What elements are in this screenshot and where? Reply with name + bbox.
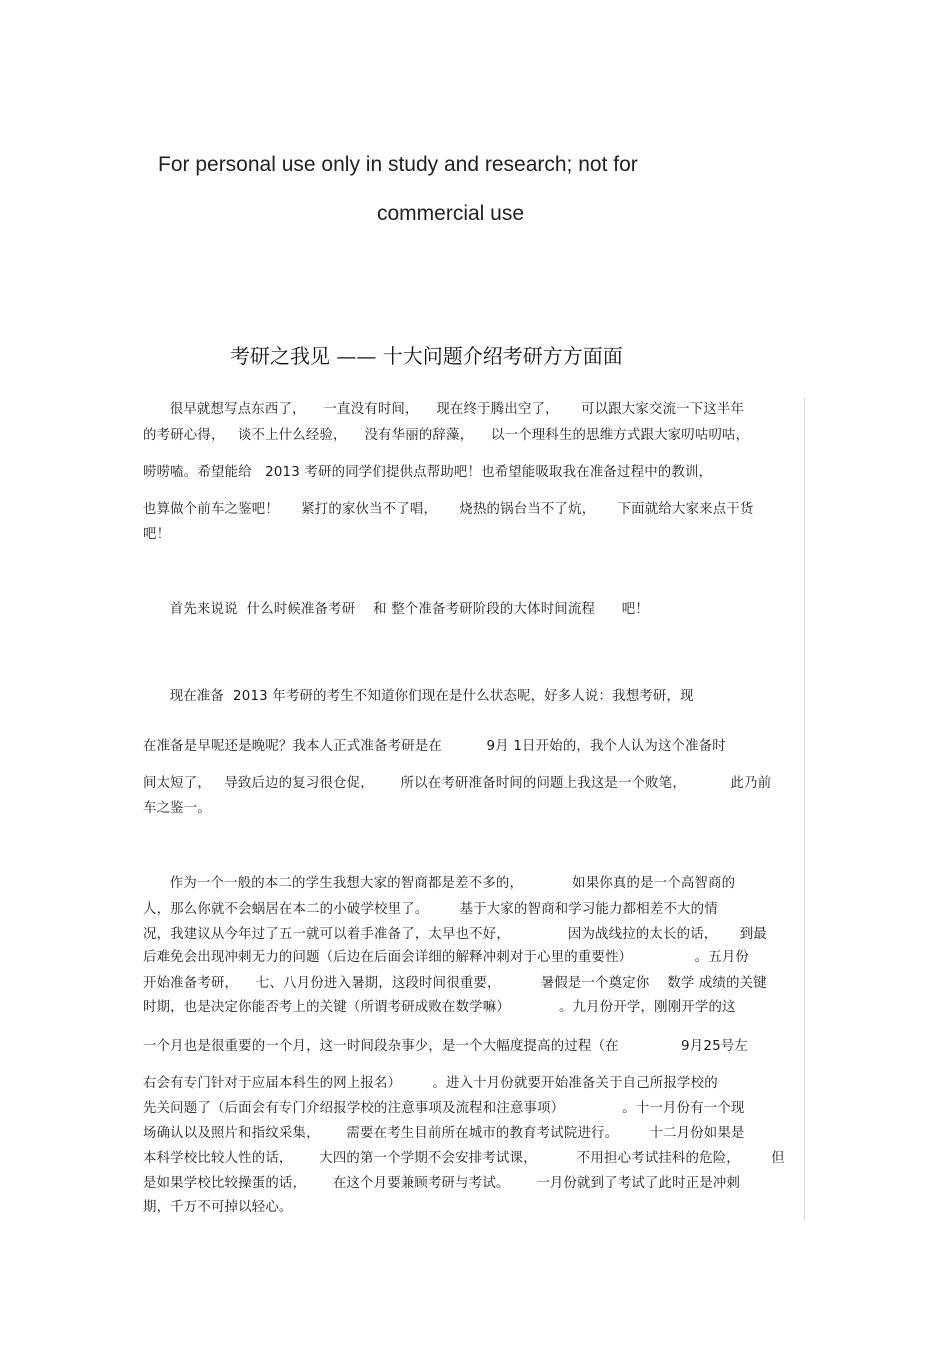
- text-line: 是如果学校比较操蛋的话， 在这个月要兼顾考研与考试。 一月份就到了考试了此时正是冲刺: [143, 1176, 741, 1191]
- text-line: 作为一个一般的本二的学生我想大家的智商都是差不多的， 如果你真的是一个高智商的: [143, 876, 736, 891]
- text-line: 期，千万不可掉以轻心。: [143, 1200, 293, 1215]
- header-line-1: For personal use only in study and research; not for: [158, 153, 638, 176]
- text-line: 的考研心得， 谈不上什么经验， 没有华丽的辞藻， 以一个理科生的思维方式跟大家叨咕叨咕，: [143, 428, 750, 443]
- text-line: 很早就想写点东西了， 一直没有时间， 现在终于腾出空了， 可以跟大家交流一下这半年: [143, 402, 745, 417]
- text-line: 本科学校比较人性的话， 大四的第一个学期不会安排考试课， 不用担心考试挂科的危险， 但: [143, 1151, 785, 1166]
- text-line: 吧！: [143, 527, 171, 542]
- text-line: 先关问题了（后面会有专门介绍报学校的注意事项及流程和注意事项） 。十一月份有一个现: [143, 1101, 745, 1116]
- text-line: 后难免会出现冲刺无力的问题（后边在后面会详细的解释冲刺对于心里的重要性） 。五月份: [143, 950, 750, 965]
- text-line: 车之鉴一。: [143, 801, 211, 816]
- text-line: 开始准备考研， 七、八月份进入暑期，这段时间很重要， 暑假是一个奠定你 数学 成绩的关键: [143, 976, 767, 991]
- text-line: 况，我建议从今年过了五一就可以着手准备了，太早也不好， 因为战线拉的太长的话， 到最: [143, 927, 767, 942]
- body-text-block: [143, 398, 805, 1220]
- text-line: 场确认以及照片和指纹采集， 需要在考生目前所在城市的教育考试院进行。 十二月份如果是: [143, 1126, 745, 1141]
- text-line: 间太短了， 导致后边的复习很仓促， 所以在考研准备时间的问题上我这是一个败笔， 此乃前: [143, 776, 772, 791]
- text-line: 时期，也是决定你能否考上的关键（所谓考研成败在数学嘛） 。九月份开学，刚刚开学的这: [143, 1000, 736, 1015]
- text-line: 也算做个前车之鉴吧！ 紧打的家伙当不了唱， 烧热的锅台当不了炕， 下面就给大家来点干货: [143, 502, 754, 517]
- text-line: 唠唠嗑。希望能给 2013 考研的同学们提供点帮助吧！也希望能吸取我在准备过程中的教训，: [143, 465, 713, 480]
- text-line: 右会有专门针对于应届本科生的网上报名） 。进入十月份就要开始准备关于自己所报学校的: [143, 1076, 718, 1091]
- text-line: 一个月也是很重要的一个月，这一时间段杂事少，是一个大幅度提高的过程（在 9月25号左: [143, 1039, 748, 1054]
- text-line: 人，那么你就不会蜗居在本二的小破学校里了。 基于大家的智商和学习能力都相差不大的情: [143, 902, 718, 917]
- text-line: 在准备是早呢还是晚呢？我本人正式准备考研是在 9月 1日开始的，我个人认为这个准备时: [143, 739, 726, 754]
- text-line: 现在准备 2013 年考研的考生不知道你们现在是什么状态呢，好多人说：我想考研，现: [143, 689, 694, 704]
- header-line-2: commercial use: [377, 202, 525, 225]
- document-title: 考研之我见 —— 十大问题介绍考研方方面面: [230, 344, 623, 368]
- text-line: 首先来说说 什么时候准备考研 和 整个准备考研阶段的大体时间流程 吧！: [143, 602, 649, 617]
